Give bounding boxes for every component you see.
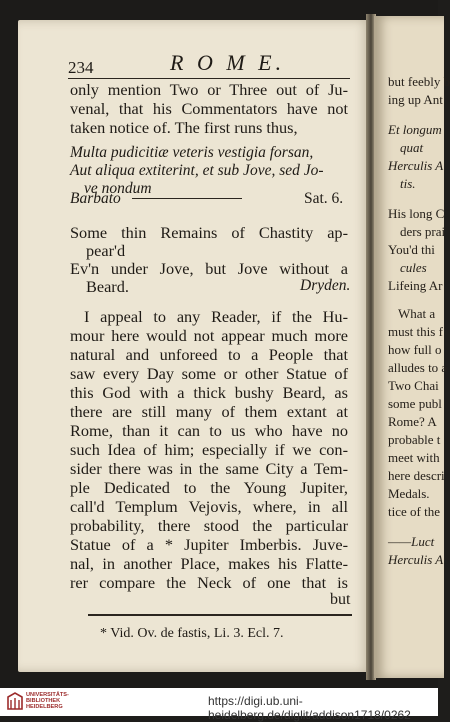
text-line: venal, that his Commentators have not (70, 99, 348, 118)
facing-line: how full o (388, 342, 442, 357)
quote-line: ve nondum (84, 180, 152, 197)
footnote-rule (88, 614, 352, 616)
facing-line: tis. (400, 176, 416, 191)
body-line: call'd Templum Vejovis, where, in all (70, 497, 348, 516)
facing-line: ders prai (400, 224, 446, 239)
facing-line: here descri (388, 468, 445, 483)
translation-reference: Dryden. (300, 277, 351, 294)
running-title: R O M E. (170, 50, 286, 75)
translation-line: Some thin Remains of Chastity ap- (70, 223, 348, 242)
body-line: such Idea of him; especially if we con- (70, 440, 348, 459)
facing-line: probable t (388, 432, 441, 447)
body-line: probability, there stood the particular (70, 516, 348, 535)
facing-line: What a (398, 306, 436, 321)
facing-line: cules (400, 260, 427, 275)
body-line: there are still many of them extant at (70, 402, 348, 421)
facing-line: Herculis A (388, 552, 444, 567)
text-line: taken notice of. The first runs thus, (70, 118, 298, 137)
facing-line: Herculis A (388, 158, 444, 173)
library-logo-icon (6, 691, 24, 711)
facing-line: meet with (388, 450, 440, 465)
facing-line: You'd thi (388, 242, 435, 257)
facing-line: alludes to a (388, 360, 448, 375)
quote-reference: Sat. 6. (304, 190, 344, 207)
body-line: mour here would not appear much more (70, 326, 348, 345)
facing-line: some publ (388, 396, 442, 411)
quote-line: Multa pudicitiæ veteris vestigia forsan, (70, 144, 314, 161)
facing-line: Lifeing Ar (388, 278, 443, 293)
footnote: * Vid. Ov. de fastis, Li. 3. Ecl. 7. (100, 626, 284, 641)
body-line: Statue of a * Jupiter Imberbis. Juve- (70, 535, 348, 554)
body-line: natural and unforeed to a People that (70, 345, 348, 364)
body-line: saw every Day some or other Statue of (70, 364, 348, 383)
body-line: nal, in another Place, makes his Flatte- (70, 554, 348, 573)
body-line: rer compare the Neck of one that is (70, 573, 348, 592)
body-line: ple Dedicated to the Young Jupiter, (70, 478, 348, 497)
quote-line: Aut aliqua extiterint, et sub Jove, sed Jo- (70, 162, 324, 179)
body-line: I appeal to any Reader, if the Hu- (84, 307, 348, 326)
text-line: only mention Two or Three out of Ju- (70, 80, 348, 99)
facing-line: Medals. (388, 486, 430, 501)
facing-line: quat (400, 140, 424, 155)
facing-line: must this f (388, 324, 443, 339)
library-logo-label: UNIVERSITÄTS- BIBLIOTHEK HEIDELBERG (26, 692, 69, 710)
quote-line: Barbato (70, 190, 121, 207)
body-line: this God with a thick bushy Beard, as (70, 383, 348, 402)
source-url-link[interactable]: https://digi.ub.uni-heidelberg.de/diglit/addison1718/0262 (208, 694, 411, 722)
quote-dash (132, 198, 242, 199)
facing-line: Rome? A (388, 414, 437, 429)
facing-line: tice of the (388, 504, 440, 519)
translation-line: Beard. (86, 277, 129, 296)
facing-line: ——Luct (388, 534, 435, 549)
body-line: Rome, than it can to us who have no (70, 421, 348, 440)
translation-line: Ev'n under Jove, but Jove without a (70, 259, 348, 278)
facing-line: Two Chai (388, 378, 439, 393)
header-rule (68, 78, 350, 79)
page-number: 234 (68, 58, 94, 77)
facing-line: Et longum (388, 122, 442, 137)
body-line: sider there was in the same City a Tem- (70, 459, 348, 478)
facing-line: but feebly b (388, 74, 450, 89)
library-logo-text (26, 692, 69, 710)
facing-line: His long C (388, 206, 445, 221)
translation-line: pear'd (86, 241, 126, 260)
catchword: but (330, 591, 351, 608)
facing-line: ing up Ant (388, 92, 443, 107)
